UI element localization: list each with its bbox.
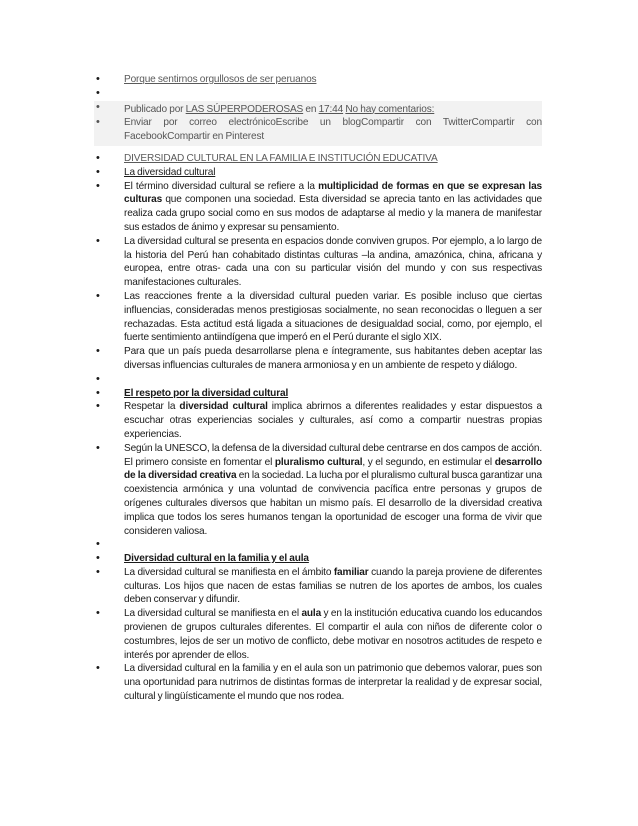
share-links[interactable]: Enviar por correo electrónicoEscribe un blogCompartir con TwitterCompartir con FacebookCompartir en Pinterest [124,117,542,143]
text-run: implica abrirnos a diferentes realidades y estar dispuestos a escuchar otras experiencias sociales y culturales, así como a compartir nuestras propias experiencias. [124,401,543,440]
bold-text: diversidad cultural [179,401,268,413]
paragraph [94,566,542,607]
section-heading-familia-aula: Diversidad cultural en la familia y el aula [124,553,309,565]
paragraph [94,400,542,441]
empty-item [94,87,542,101]
text-run: en la sociedad. La lucha por el pluralismo cultural busca garantizar una coexistencia armónica y una voluntad de convivencia pacífica entre personas y grupos de orígenes culturales diversos que habitan un mismo país. El desarrollo de la diversidad creativa implica que todos los seres humanos tengan la oportunidad de escoger una forma de vivir que consideren valiosa. [124,470,543,537]
empty-item [94,538,542,552]
text-run: que componen una sociedad. Esta diversidad se aprecia tanto en las actividades que realiza cada grupo social como en sus modos de adaptarse al medio y la manera de manifestar sus estados de ánimo y expresar su pensamiento. [124,194,542,233]
text-run: Según la UNESCO, la defensa de la diversidad cultural debe centrarse en dos campos de acción. El primero consiste en fomentar el [124,442,542,468]
text-run: cuando la pareja proviene de diferentes culturas. Los hijos que nacen de estas familias se nutren de los aportes de ambos, los cuales deben conservar y difundir. [124,566,543,606]
published-by-label: Publicado por [124,103,186,115]
share-links-item [94,116,542,146]
bold-text: pluralismo cultural [274,456,363,468]
bold-text: familiar [333,566,369,578]
author-link[interactable]: LAS SÚPERPODEROSAS [185,103,304,115]
text-run: La diversidad cultural se manifiesta en el [124,608,302,620]
at-label: en [303,103,319,115]
text-run: Para que un país pueda desarrollarse plena e íntegramente, sus habitantes deben aceptar las diversas influencias culturales de manera armoniosa y en un ambiente de respeto y diálogo. [124,346,542,371]
section-heading-item [94,552,542,566]
text-run: El término diversidad cultural se refiere a la [124,180,319,192]
section-heading-item [94,387,542,401]
time-link[interactable]: 17:44 [318,103,344,115]
subtitle-item [94,166,542,180]
post-title-item [94,73,542,87]
text-run: La diversidad cultural en la familia y en el aula son un patrimonio que debemos valorar, pues son una oportunidad para nutrirnos de distintas formas de interpretar la realidad y de expresar social, cultural y lingüísticamente el mundo que nos rodea. [124,663,542,703]
text-run: Respetar la [124,401,180,413]
post-title-link[interactable]: Porque sentirnos orgullosos de ser peruanos [124,74,317,85]
text-run: La diversidad cultural se manifiesta en el ámbito [124,566,334,578]
section-heading-respeto: El respeto por la diversidad cultural [124,387,289,399]
paragraph [94,180,542,235]
subtitle-link[interactable]: La diversidad cultural [124,166,216,178]
text-run: y en la institución educativa cuando los educandos provienen de grupos culturales diferentes. El compartir el aula con niños de diferente color o costumbres, lejos de ser un motivo de conflicto, debe motivar en nosotros actitudes de respeto e interés por aprender de ellos. [124,608,543,661]
section-title-item [94,152,542,166]
text-run: , y el segundo, en estimular el [362,456,495,468]
bold-text: multiplicidad de formas en que se expresan las culturas [124,180,542,206]
paragraph [94,442,542,539]
bold-text: aula [301,608,322,620]
paragraph [94,662,542,703]
text-run: La diversidad cultural se presenta en espacios donde conviven grupos. Por ejemplo, a lo largo de la historia del Perú han cohabitado distintas culturas –la andina, amazónica, china, africana y europea, entre otras- cada una con su particular visión del mundo y con sus respectivas manifestaciones culturales. [124,235,542,289]
bold-text: desarrollo de la diversidad creativa [124,456,542,482]
paragraph [94,290,542,345]
comments-link[interactable]: No hay comentarios: [345,103,435,115]
paragraph [94,345,542,373]
published-by-item [94,101,542,117]
document-list [94,73,542,704]
paragraph [94,235,542,290]
text-run: Las reacciones frente a la diversidad cultural pueden variar. Es posible incluso que ciertas influencias, consideradas menos prestigiosas socialmente, no sean reconocidas o lleguen a ser rechazadas. Esta actitud está ligada a situaciones de desigualdad social, como, por ejemplo, el fuerte sentimiento antiindígena que imperó en el Perú durante el siglo XIX. [124,290,542,344]
paragraph [94,607,542,662]
empty-item [94,373,542,387]
section-title-link[interactable]: DIVERSIDAD CULTURAL EN LA FAMILIA E INSTITUCIÓN EDUCATIVA [124,152,438,164]
